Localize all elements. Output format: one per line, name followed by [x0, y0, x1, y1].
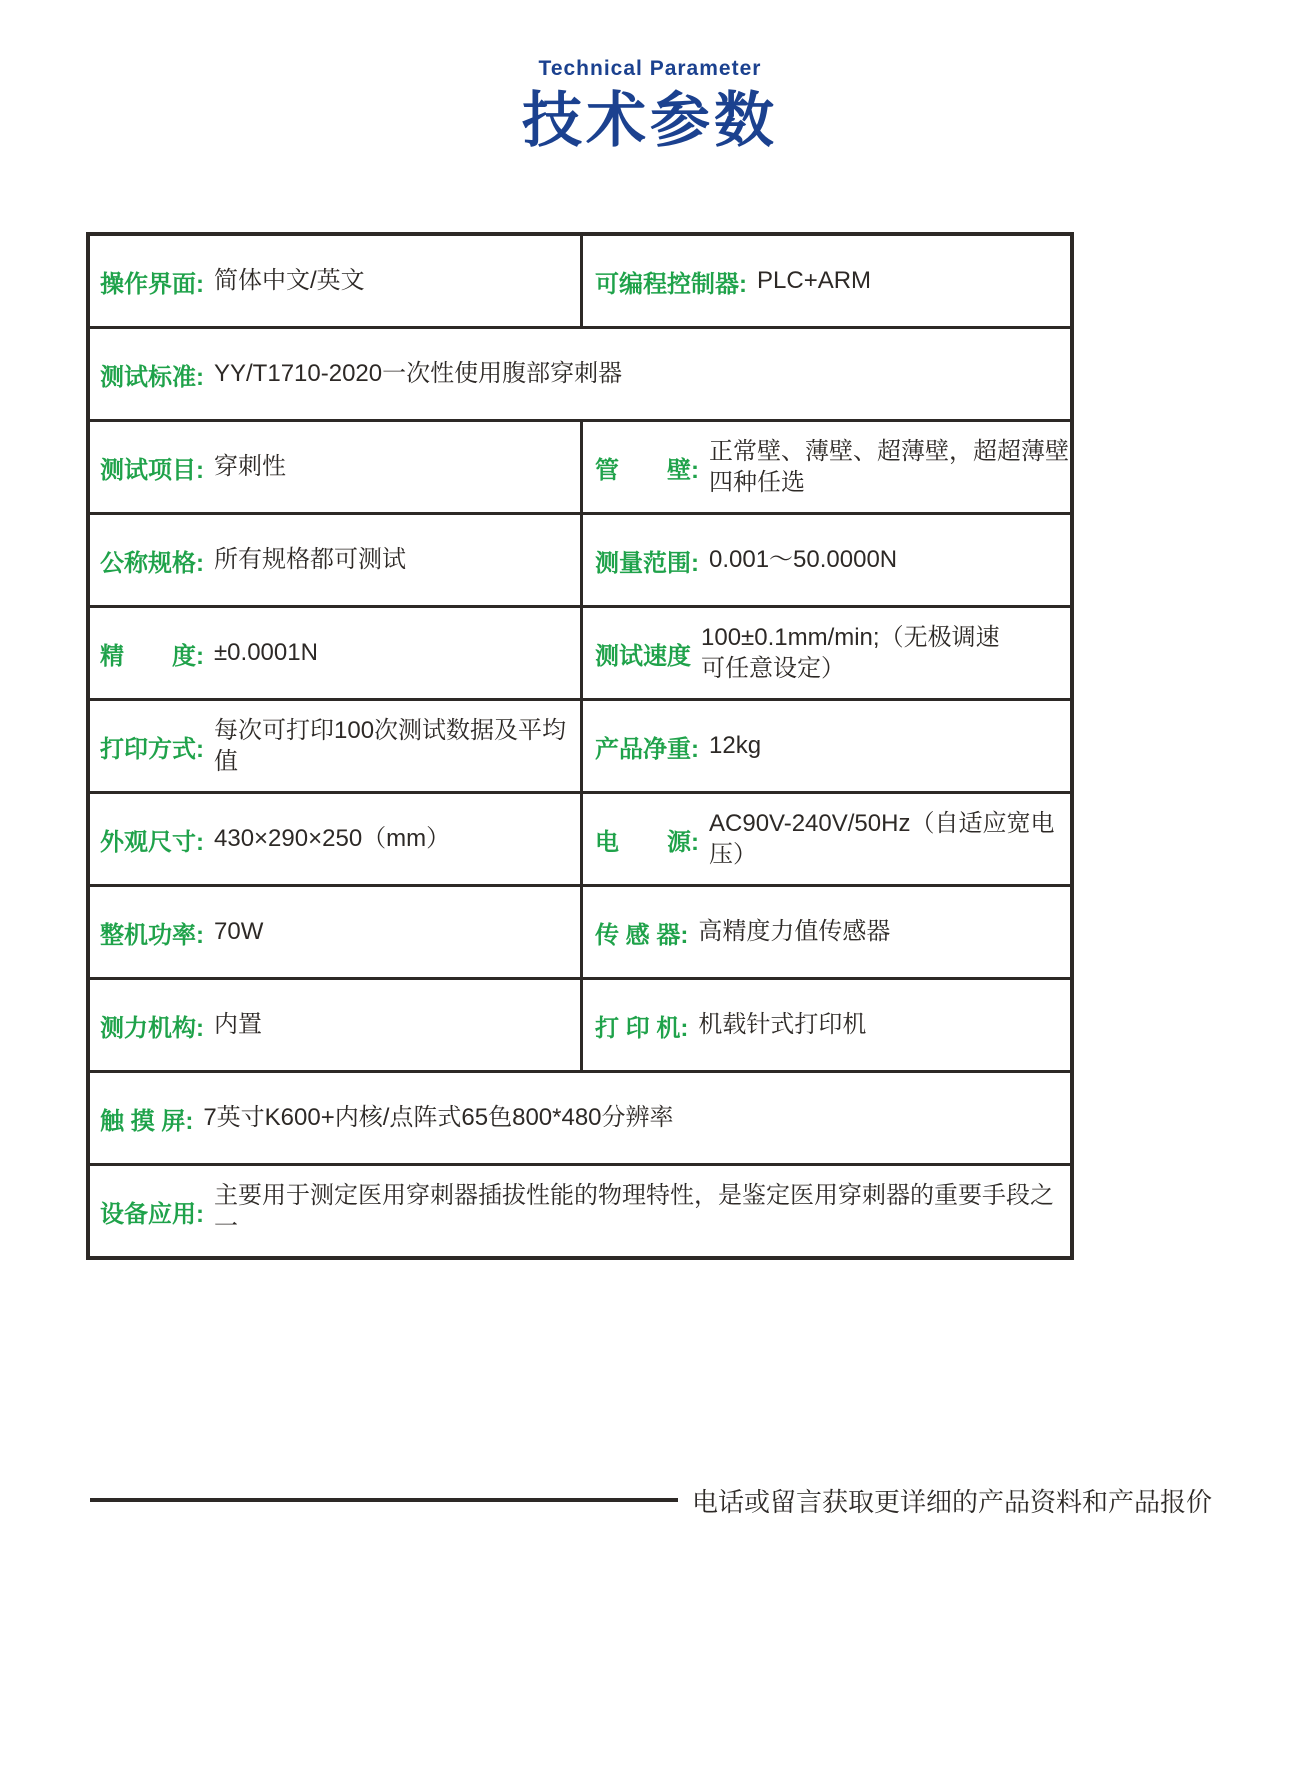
spec-table [86, 232, 1074, 1260]
spec-label: 打印方式: [100, 735, 204, 763]
table-row [90, 236, 1070, 326]
spec-value-line: 100±0.1mm/min;（无极调速 [701, 623, 1000, 651]
table-row [90, 791, 1070, 884]
spec-cell [580, 422, 1070, 512]
footer-note: 电话或留言获取更详细的产品资料和产品报价 [692, 1486, 1213, 1517]
spec-label: 精 度: [100, 642, 204, 670]
table-row [90, 512, 1070, 605]
table-row [90, 419, 1070, 512]
spec-value: 12kg [709, 732, 762, 760]
footer-divider-line [90, 1498, 678, 1502]
spec-value [709, 436, 1069, 498]
spec-cell [90, 701, 580, 791]
spec-cell [90, 515, 580, 605]
spec-label: 操作界面: [100, 270, 204, 298]
spec-value: 所有规格都可测试 [214, 546, 406, 574]
spec-cell [90, 1166, 1070, 1256]
table-row [90, 326, 1070, 419]
spec-cell [580, 515, 1070, 605]
spec-cell [580, 701, 1070, 791]
spec-value: 主要用于测定医用穿刺器插拔性能的物理特性，是鉴定医用穿刺器的重要手段之一 [214, 1181, 1054, 1240]
spec-label: 设备应用: [100, 1200, 204, 1228]
spec-label: 可编程控制器: [595, 270, 747, 298]
spec-value: AC90V-240V/50Hz（自适应宽电压） [709, 809, 1055, 868]
spec-cell [580, 608, 1070, 698]
table-row [90, 977, 1070, 1070]
spec-label: 测量范围: [595, 549, 699, 577]
spec-value-line: 正常壁、薄壁、超薄壁，超超薄壁 [709, 437, 1069, 465]
page-title: 技术参数 [522, 87, 778, 154]
spec-label: 打 印 机: [595, 1014, 689, 1042]
spec-value: ±0.0001N [214, 639, 318, 667]
spec-cell [90, 608, 580, 698]
spec-value-line: 四种任选 [709, 469, 805, 496]
spec-value: 0.001～50.0000N [709, 546, 898, 574]
spec-label: 测试速度 [595, 642, 691, 670]
spec-value: 430×290×250（mm） [214, 825, 451, 853]
subtitle: Technical Parameter [538, 57, 762, 80]
spec-label: 测试项目: [100, 456, 204, 484]
spec-value-line: 可任意设定） [701, 655, 845, 682]
spec-value: YY/T1710-2020一次性使用腹部穿刺器 [214, 360, 623, 388]
spec-cell [90, 1073, 1070, 1163]
table-row [90, 1070, 1070, 1163]
spec-label: 产品净重: [595, 735, 699, 763]
spec-value: 内置 [214, 1011, 262, 1039]
spec-label: 传 感 器: [595, 921, 689, 949]
spec-cell [90, 236, 580, 326]
footer [90, 1484, 1220, 1516]
spec-cell [580, 236, 1070, 326]
table-row [90, 605, 1070, 698]
spec-value: 高精度力值传感器 [698, 918, 891, 946]
table-row [90, 1163, 1070, 1256]
spec-label: 管 壁: [595, 456, 699, 484]
spec-cell [90, 422, 580, 512]
spec-cell [90, 794, 580, 884]
spec-value [701, 622, 1000, 684]
spec-value: 穿刺性 [214, 453, 286, 481]
spec-cell [580, 887, 1070, 977]
spec-cell [90, 329, 1070, 419]
spec-cell [90, 887, 580, 977]
spec-label: 测力机构: [100, 1014, 204, 1042]
spec-value: 7英寸K600+内核/点阵式65色800*480分辨率 [203, 1104, 674, 1132]
spec-cell [580, 794, 1070, 884]
spec-label: 整机功率: [100, 921, 204, 949]
spec-label: 外观尺寸: [100, 828, 204, 856]
spec-cell [90, 980, 580, 1070]
spec-label: 公称规格: [100, 549, 204, 577]
spec-label: 测试标准: [100, 363, 204, 391]
spec-value: 每次可打印100次测试数据及平均值 [214, 716, 567, 775]
spec-value: 简体中文/英文 [214, 267, 365, 295]
table-row [90, 884, 1070, 977]
spec-cell [580, 980, 1070, 1070]
spec-value: PLC+ARM [757, 267, 872, 295]
table-row [90, 698, 1070, 791]
spec-value: 机载针式打印机 [698, 1011, 867, 1039]
spec-label: 电 源: [595, 828, 699, 856]
spec-value: 70W [214, 918, 264, 946]
spec-label: 触 摸 屏: [100, 1107, 194, 1135]
